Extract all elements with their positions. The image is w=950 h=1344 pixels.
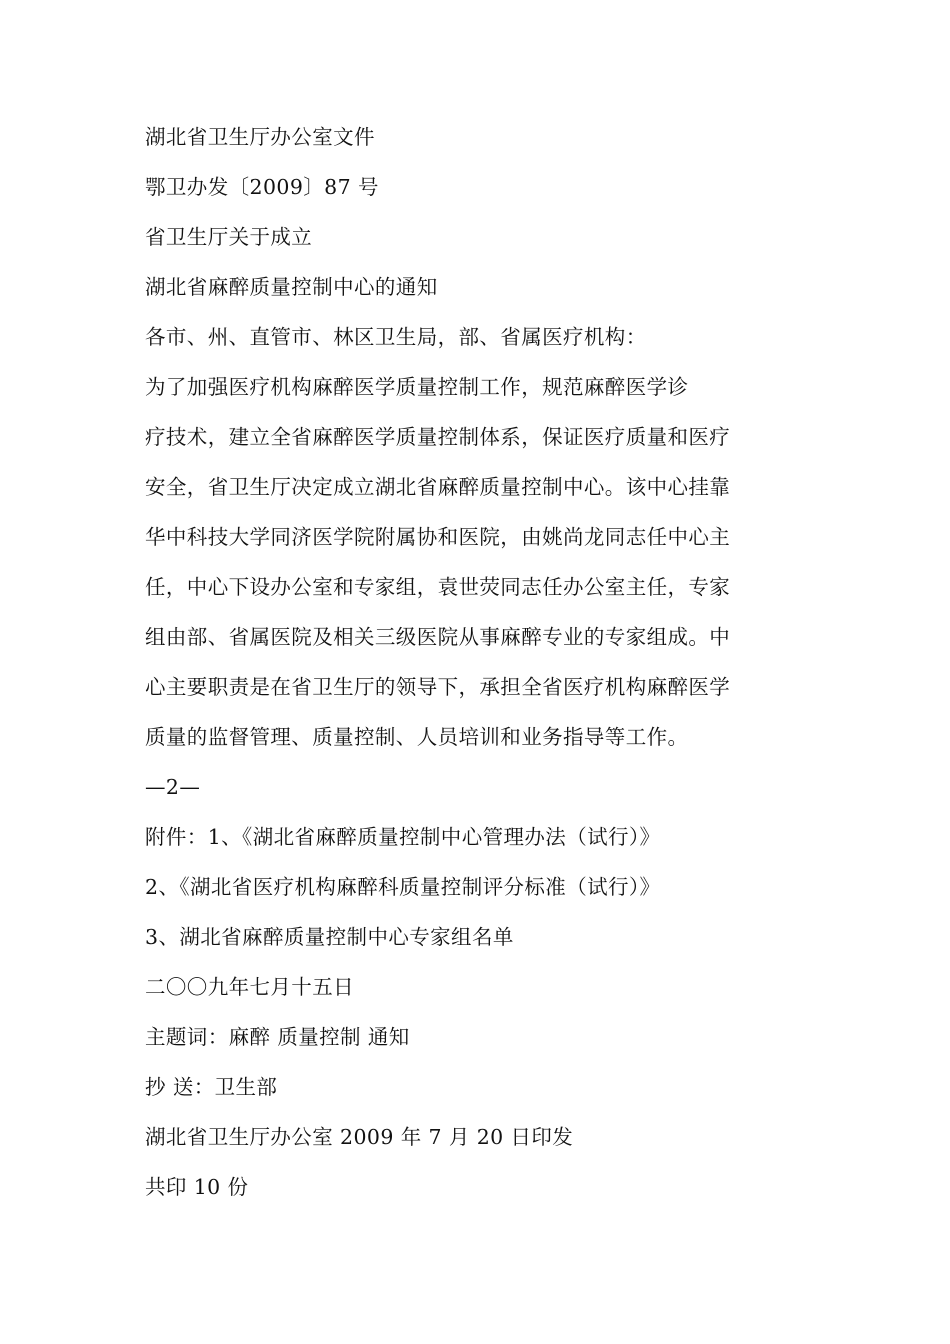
attachment-item: 附件：1、《湖北省麻醉质量控制中心管理办法（试行）》 — [145, 825, 661, 849]
body-line: 为了加强医疗机构麻醉医学质量控制工作，规范麻醉医学诊 — [145, 375, 689, 399]
document-number: 鄂卫办发〔2009〕87 号 — [145, 175, 379, 199]
document-header: 湖北省卫生厅办公室文件 — [145, 125, 375, 149]
body-line: 任，中心下设办公室和专家组，袁世荧同志任办公室主任，专家 — [145, 575, 731, 599]
body-line: 质量的监督管理、质量控制、人员培训和业务指导等工作。 — [145, 725, 689, 749]
copies-line: 共印 10 份 — [145, 1175, 249, 1199]
body-line: 组由部、省属医院及相关三级医院从事麻醉专业的专家组成。中 — [145, 625, 731, 649]
body-line: 华中科技大学同济医学院附属协和医院，由姚尚龙同志任中心主 — [145, 525, 731, 549]
document-date: 二〇〇九年七月十五日 — [145, 975, 354, 999]
addressee: 各市、州、直管市、林区卫生局，部、省属医疗机构： — [145, 325, 647, 349]
attachment-item: 2、《湖北省医疗机构麻醉科质量控制评分标准（试行）》 — [145, 875, 661, 899]
body-line: 安全，省卫生厅决定成立湖北省麻醉质量控制中心。该中心挂靠 — [145, 475, 731, 499]
attachment-item: 3、湖北省麻醉质量控制中心专家组名单 — [145, 925, 514, 949]
body-line: 心主要职责是在省卫生厅的领导下，承担全省医疗机构麻醉医学 — [145, 675, 731, 699]
body-line: 疗技术，建立全省麻醉医学质量控制体系，保证医疗质量和医疗 — [145, 425, 731, 449]
document-title-line-1: 省卫生厅关于成立 — [145, 225, 313, 249]
issued-line: 湖北省卫生厅办公室 2009 年 7 月 20 日印发 — [145, 1125, 574, 1149]
cc-line: 抄 送：卫生部 — [145, 1075, 278, 1099]
keywords-line: 主题词：麻醉 质量控制 通知 — [145, 1025, 410, 1049]
document-title-line-2: 湖北省麻醉质量控制中心的通知 — [145, 275, 438, 299]
page-marker: —2— — [145, 775, 201, 799]
